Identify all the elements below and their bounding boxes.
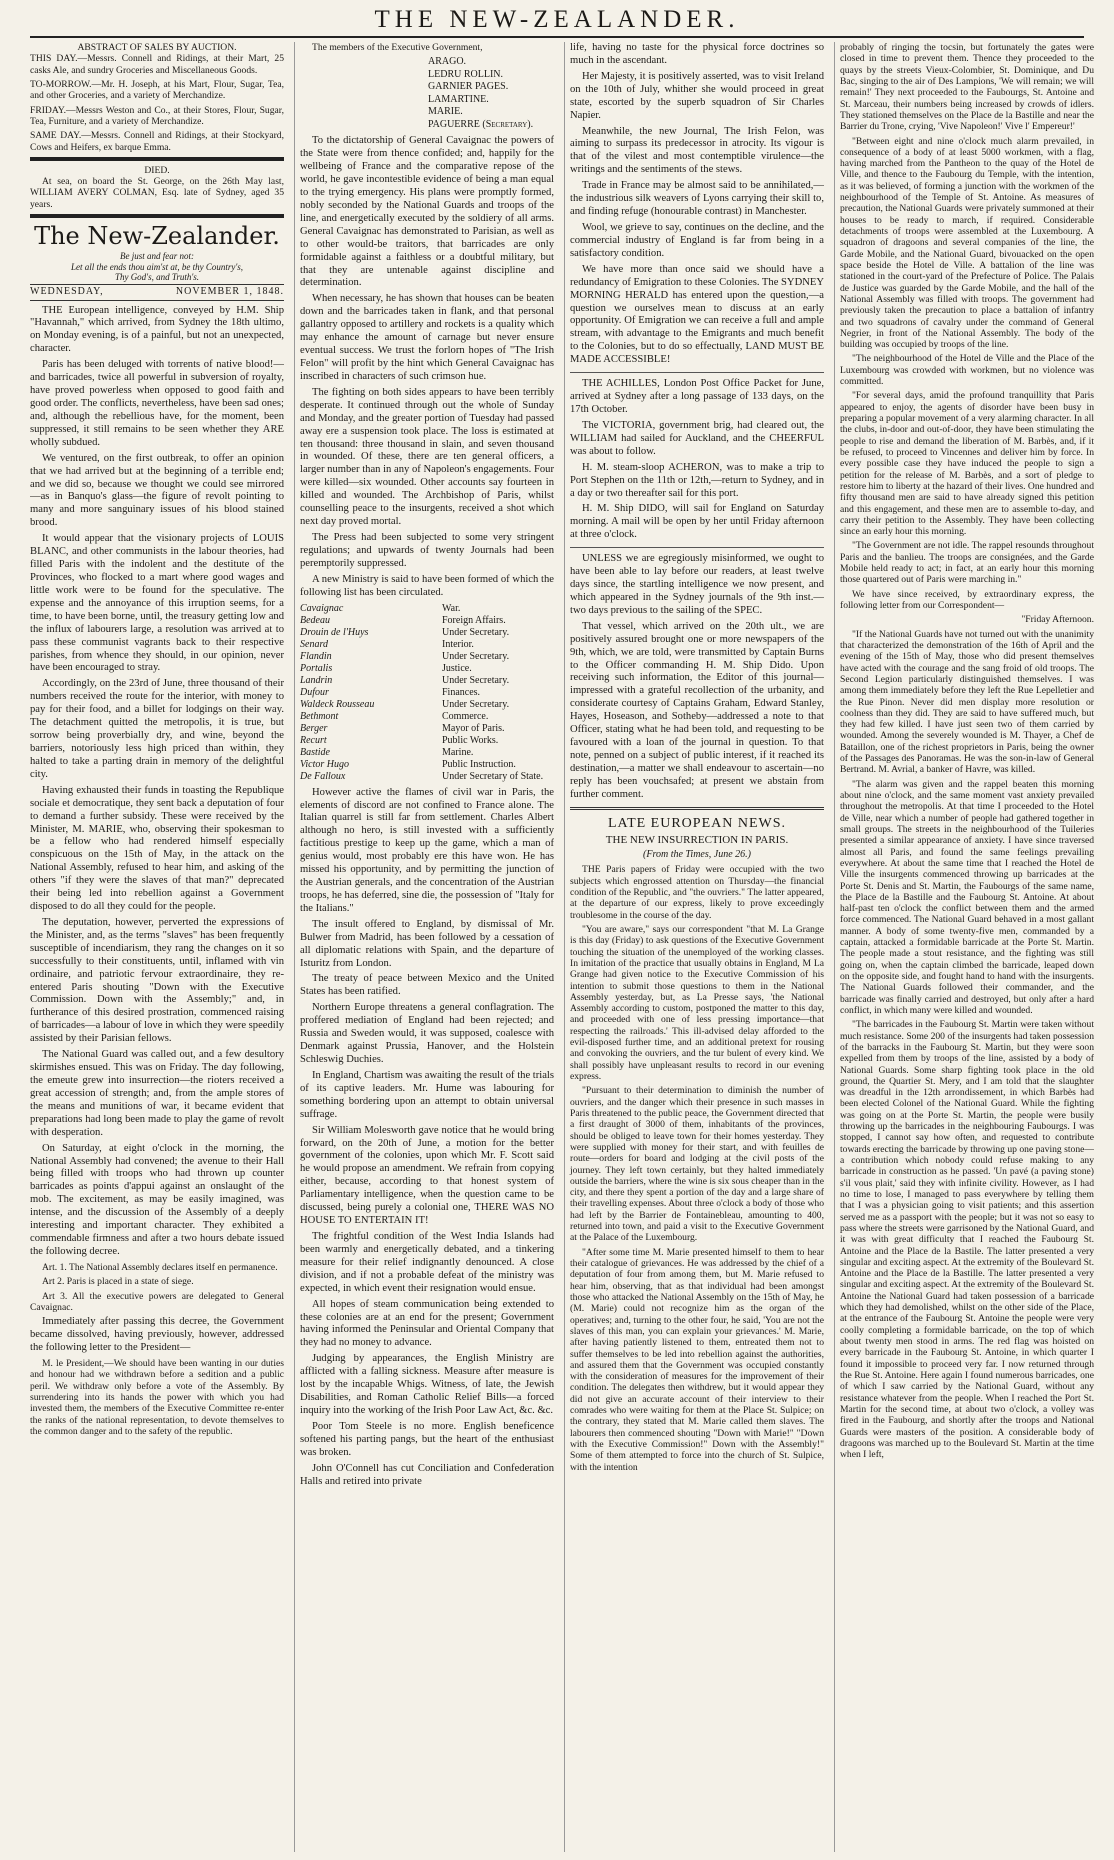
paragraph: We have since received, by extraordinary express, the following letter from our Correspondent— [840, 588, 1094, 611]
date-full: NOVEMBER 1, 1848. [175, 286, 284, 298]
paragraph: "The Government are not idle. The rappel resounds throughout Paris and the banlieu. The troops are consignées, and the Garde Mobile held ready to act; in fact, at an early hour this morning those quartered out of Paris were marching in." [840, 540, 1094, 586]
minister-name: Bedeau [300, 614, 330, 626]
letter-dateline: "Friday Afternoon. [1021, 614, 1094, 626]
sale-item: THIS DAY.—Messrs. Connell and Ridings, at their Mart, 25 casks Ale, and sundry Groceries and Miscellaneous Goods. [30, 53, 284, 76]
ministry-row [300, 699, 554, 711]
ministry-row [300, 627, 554, 639]
motto-line: Let all the ends thou aim'st at, be thy Country's, [70, 261, 244, 272]
ministry-office: Justice. [442, 662, 472, 674]
masthead: THE NEW-ZEALANDER. [374, 6, 740, 33]
ministry-row [300, 651, 554, 663]
decree-article: Art. 1. The National Assembly declares itself en permanence. [42, 1261, 278, 1273]
member-name: ARAGO. [428, 56, 467, 68]
columns [30, 42, 1094, 1852]
ministry-row [300, 603, 554, 615]
divider [30, 157, 284, 161]
minister-name: Portalis [300, 662, 333, 674]
minister-name: Recurt [300, 734, 327, 746]
masthead-rule [30, 36, 1084, 38]
member-name: PAGUERRE (Secretary). [428, 118, 534, 130]
paragraph: Poor Tom Steele is no more. English beneficence softened his parting pangs, but the heart of the enthusiast was broken. [300, 1420, 554, 1458]
paragraph: Sir William Molesworth gave notice that he would bring forward, on the 20th of June, a motion for the better government of the colonies, upon which Mr. F. Scott said he would propose an amendment. We refrain from copying either, because, according to that honest system of Parliamentary intelligence, when the question came to be discussed, being purely a colonial one, THERE WAS NO HOUSE TO ENTERTAIN IT! [300, 1124, 554, 1227]
article-source: (From the Times, June 26.) [643, 849, 751, 861]
members-list [300, 56, 554, 131]
paragraph: Judging by appearances, the English Ministry are afflicted with a falling sickness. Measure after measure is lost by the incapable Whigs. Witness, of late, the Jewish Disabilities, and Roman Catholic Relief Bills—a forced inquiry into the working of the Irish Poor Law Act, &c. &c. [300, 1353, 554, 1416]
sale-item: TO-MORROW.—Mr. H. Joseph, at his Mart, Flour, Sugar, Tea, and other Groceries, and a variety of Merchandize. [30, 78, 284, 102]
ministry-row [300, 687, 554, 699]
shipping-item: THE ACHILLES, London Post Office Packet for June, arrived at Sydney after a long passage of 133 days, on the 17th October. [570, 378, 824, 415]
shipping-item: H. M. Ship DIDO, will sail for England on Saturday morning. A mail will be open by her until Friday afternoon at three o'clock. [570, 503, 824, 541]
paragraph: "The neighbourhood of the Hotel de Ville and the Place of the Luxembourg was crowded with workmen, but no violence was committed. [840, 353, 1094, 388]
ministry-row [300, 723, 554, 735]
paragraph: THE European intelligence, conveyed by H.M. Ship "Havannah," which arrived, from Sydney the 18th ultimo, on Monday evening, is of a painful, but not an unexpected, character. [30, 304, 284, 355]
paragraph: When necessary, he has shown that houses can be beaten down and the barricades taken in flank, and that personal gallantry opposed to artillery and rockets is a quality which may enhance the amount of carnage but never ensure eventual success. We trust the forlorn hopes of "The Irish Felon" will profit by the hint which General Cavaignac has inscribed in characters of such crimson hue. [300, 293, 554, 382]
paragraph: To the dictatorship of General Cavaignac the powers of the State were from thence confided; and, happily for the wellbeing of France and the comparative repose of the world, he gave incontestible evidence of being a man equal to the trying emergency. His plans were promptly formed, nobly seconded by the National Guards and troops of the line, and energetically executed by the soldiery of all arms. General Cavaignac has demonstrated to Parisian, as well as to other would-be traitors, that barricades are only formidable against a faithless or a doubtful military, but that they are untenable against discipline and determination. [300, 135, 554, 289]
died-notice: At sea, on board the St. George, on the 26th May last, WILLIAM AVERY COLMAN, Esq. late of Sydney, aged 35 years. [30, 176, 284, 210]
paragraph: Trade in France may be almost said to be annihilated,—the industrious silk weavers of Lyons carrying their skill to, and finding refuge (honourable contrast) in Manchester. [570, 180, 824, 218]
minister-name: Bethmont [300, 710, 339, 722]
ministry-office: Mayor of Paris. [442, 722, 505, 734]
paragraph: A new Ministry is said to have been formed of which the following list has been circulated. [300, 573, 554, 598]
ministry-office: Interior. [442, 638, 474, 650]
paragraph: "After some time M. Marie presented himself to them to hear their catalogue of grievances. He was addressed by the chief of a deputation of four from among them, but M. Marie refused to hear him, observing, that as that individual had been amongst those who attacked the National Assembly on the 15th of May, he (M. Marie) could not recognize him as the organ of the operatives; and, turning to the other four, he said, 'You are not the slaves of this man, you can explain your grievances.' M. Marie, after having patiently listened to them, entreated them not to suffer themselves to be led into rebellion against the authorities, and assured them that the Government was occupied constantly with the consideration of measures for the improvement of their condition. The delegates then withdrew, but it would appear they did not give an accurate account of their interview to their comrades who were waiting for them at the Place St. Sulpice; on the contrary, they stated that M. Marie called them slaves. The labourers then commenced shouting "Down with Marie!" "Down with the Executive Commission!" Down with the Assembly!" Some of them attempted to force into the church of St. Sulpice, with the intention [570, 1246, 824, 1473]
member-name: GARNIER PAGES. [428, 81, 509, 93]
ministry-office: Under Secretary. [442, 674, 510, 686]
paragraph: Paris has been deluged with torrents of native blood!—and barricades, twice all powerful in subversion of royalty, have proved powerless when opposed to good faith and good order. The conflicts, nevertheless, have been sad ones; and, although the rebellious have, for the moment, been suppressed, it still remains to be seen whether they ARE wholly subdued. [30, 359, 284, 448]
paragraph: "For several days, amid the profound tranquillity that Paris appeared to enjoy, the agents of disorder have been busy in preparing a popular movement of a very alarming character. In all the clubs, in-door and out-of-door, they have been stimulating the people to rise and demand the liberation of M. Barbès, and, if it be refused, to proceed to Vincennes and deliver him by force. In every possible case they have induced the people to sign a petition for the release of M. Barbès, and a sort of pledge to restore him to liberty at the hazard of their lives. One hundred and fifty thousand men are said to have already signed this petition and this engagement, and these men are to assemble to-day, and carry their petition to the Assembly. They have been collecting since an early hour this morning. [840, 390, 1094, 538]
ministry-office: Under Secretary of State. [442, 770, 544, 782]
ministry-row [300, 759, 554, 771]
ministry-office: Under Secretary. [442, 626, 510, 638]
paragraph: Northern Europe threatens a general conflagration. The proffered mediation of England had been rejected; and Russia and Sweden would, it was supposed, coalesce with Denmark against Prussia, Hanover, and the Holstein Schleswig Duchies. [300, 1002, 554, 1066]
ministry-office: Under Secretary. [442, 650, 510, 662]
letter-text: M. le President,—We should have been wanting in our duties and honour had we withdrawn before a sedition and a public peril. We withdraw only before a vote of the Assembly. By surrendering into its hands the power with which you had invested them, the members of the Executive Committee re-enter the ranks of the national representation, to devote themselves to the common danger and to the safety of the republic. [30, 1357, 284, 1437]
paragraph: Having exhausted their funds in toasting the Republique sociale et democratique, they sent back a deputation of four to demand a further subsidy. These were received by the Minister, M. MARIE, who, observing their spokesman to be a fellow who had rendered himself especially conspicuous on the 15th of May, in the attack on the National Assembly, refused to hear him, and asking of the others "if they were the slaves of that man?" deprecated their being led into rebellion against a Government disposed to do all they could for the people. [30, 784, 284, 913]
minister-name: Dufour [300, 686, 329, 698]
ministry-row [300, 675, 554, 687]
paragraph: That vessel, which arrived on the 20th ult., we are positively assured brought one or more newspapers of the 9th, which, we are told, were transmitted by Captain Burns to the Officer commanding H. M. Ship Dido. Upon receiving such information, the Editor of this journal—impressed with a grateful recollection of the urbanity, and considerate courtesy of Captains Graham, Edward Stanley, Hayes, Hoseason, and Sotheby—addressed a note to that Officer, stating what he had been told, and requesting to be favoured with a loan of the journal in question. To that note, penned on a subject of public interest, if it reached its destination,—a matter we shall endeavour to ascertain—no reply has been vouchsafed; at present we abstain from further comment. [570, 620, 824, 800]
paragraph: UNLESS we are egregiously misinformed, we ought to have been able to lay before our readers, at least twelve days since, the startling intelligence we now present, and which appeared in the Sydney journals of the 9th inst.—two days previous to the sailing of the SPEC. [570, 553, 824, 616]
ministry-office: Marine. [442, 746, 474, 758]
died-heading: DIED. [144, 164, 170, 176]
minister-name: Waldeck Rousseau [300, 698, 375, 710]
shipping-item: H. M. steam-sloop ACHERON, was to make a trip to Port Stephen on the 11th or 12th,—return to Sydney, and in a day or two thereafter sail for this port. [570, 461, 824, 499]
shipping-item: The VICTORIA, government brig, had cleared out, the WILLIAM had sailed for Auckland, and the CHEERFUL was about to follow. [570, 419, 824, 457]
paragraph: All hopes of steam communication being extended to these colonies are at an end for the present; Government having informed the Peninsular and Oriental Company that they had no money to advance. [300, 1298, 554, 1349]
members-lead: The members of the Executive Government, [312, 42, 483, 53]
ministry-row [300, 771, 554, 783]
paragraph: We have more than once said we should have a redundancy of Emigration to these Colonies. The SYDNEY MORNING HERALD has entered upon the question,—a question we ourselves mean to discuss at an early opportunity. Of Emigration we can receive a full and ample stream, with advantage to the Emigrants and much benefit to the Colonies, but to do so effectually, LAND MUST BE MADE ACCESSIBLE! [570, 263, 824, 366]
ministry-office: Foreign Affairs. [442, 614, 506, 626]
member-name: LAMARTINE. [428, 93, 489, 105]
minister-name: Cavaignac [300, 602, 344, 614]
section-title: LATE EUROPEAN NEWS. [607, 815, 787, 831]
ministry-row [300, 615, 554, 627]
ministry-office: War. [442, 602, 461, 614]
editorial [30, 305, 284, 1438]
minister-name: Victor Hugo [300, 758, 349, 770]
divider [570, 807, 824, 810]
ministry-office: Commerce. [442, 710, 489, 722]
paragraph: "Between eight and nine o'clock much alarm prevailed, in consequence of a body of at least 5000 workmen, with a flag, having marched from the Pantheon to the quay of the Hotel de Ville, and thence to the Faubourg du Temple, with the intention, as it was believed, of forming a junction with the workmen of the neighbourhood of the Temple of St. Antoine. As measures of precaution, the National Guards were privately summoned at their houses to be ready to march, if required. Considerable detachments of troops were assembled at the Luxembourg. A squadron of dragoons and several companies of the line, the Garde Mobile, and the National Guard, bivouacked on the open space beside the Hotel de Ville. A battalion of the line was stationed in the court-yard of the Prefecture of Police. The Palais de Justice was guarded by the Garde Mobile, and the hall of the National Assembly was filled with troops. The government had previously taken the precaution to place a battalion of infantry and two squadrons of cavalry under the command of General Negrier, in front of the National Assembly. The body of the building was occupied by troops of the line. [840, 135, 1094, 351]
paragraph: The National Guard was called out, and a few desultory skirmishes ensued. This was on Friday. The day following, the emeute grew into insurrection—the rioters received a great accession of strength; and, from the ample stores of the means and munitions of war, it became evident that preparations had long been made to play the game of revolt with desperation. [30, 1049, 284, 1138]
column-4 [834, 42, 1094, 1852]
paragraph: THE Paris papers of Friday were occupied with the two subjects which engrossed attention on Thursday—the financial condition of the Republic, and "the ouvriers." The latter appeared, at the departure of our express, likely to prove exceedingly troublesome in the course of the day. [570, 864, 824, 921]
column-2 [294, 42, 554, 1852]
sale-item: FRIDAY.—Messrs Weston and Co., at their Stores, Flour, Sugar, Tea, Furniture, and a variety of Merchandize. [30, 104, 284, 127]
divider [570, 372, 824, 373]
motto-line: Be just and fear not: [120, 251, 194, 262]
paragraph: Meanwhile, the new Journal, The Irish Felon, was aiming to surpass its predecessor in atrocity. Its vigour is that of the vilest and most contemptible virulence—the writings and the sentiments of the stews. [570, 125, 824, 176]
ministry-row [300, 663, 554, 675]
paragraph: The frightful condition of the West India Islands had been warmly and energetically debated, and a tinkering measure for their relief indignantly denounced. A close division, and if not a probable defeat of the ministry was expected, in which event their resignation would ensue. [300, 1231, 554, 1294]
motto [30, 251, 284, 282]
minister-name: Senard [300, 638, 328, 650]
paragraph: We ventured, on the first outbreak, to offer an opinion that we had arrived but at the beginning of a terrible end; and we did so, because we thought we could see mirrored—as in Banquo's glass—the figure of revolt pointing to many and more sanguinary issues of his blood stained brood. [30, 452, 284, 529]
paragraph: "You are aware," says our correspondent "that M. La Grange is this day (Friday) to ask questions of the Executive Government touching the situation of the unemployed of the working classes. In imitation of the practice that usually obtains in England, M La Grange had given notice to the Executive Commission of his intention to submit those questions to them in the National Assembly yesterday, but, as La Presse says, 'the National Assembly according to custom, postponed the matter to this day, and proceeded with one of less pressing importance—that respecting the railroads.' This ill-advised delay afforded to the evil-disposed further time, and an additional pretext for rousing and convoking the ouvriers, and the tur bulent of every kind. We shall possibly have unpleasant results to record in our evening express. [570, 923, 824, 1082]
member-name: MARIE. [428, 106, 463, 118]
motto-line: Thy God's, and Truth's. [114, 272, 200, 283]
date-weekday: WEDNESDAY, [30, 286, 104, 298]
paragraph: "The alarm was given and the rappel beaten this morning about nine o'clock, and the same moment vast anxiety prevailed throughout the metropolis. At that time I proceeded to the Hotel de Ville, near which a number of people had gathered together in small groups. The streets in the neighbourhood of the Tuileries presented a similar appearance of anxiety. I have since traversed almost all Paris, and found the same feelings prevailing everywhere. At about the same time that I reached the Hotel de Ville the insurgents commenced throwing up barricades at the Porte St. Denis and St. Martin, the Faubourgs of the same name, the Place de la Bastille and the Faubourg St. Antoine. At about half-past ten o'clock the conflict between them and the armed force commenced. The National Guard behaved in a most gallant manner. A body of some twenty-five men, commanded by a captain, attacked a formidable barricade at the Porte St. Martin. The people made a stout resistance, and the fighting was still going on, when the captain climbed the barricade, leaped down on the opposite side, and fought hand to hand with the insurgents. The National Guards followed their commander, and the barricade was finally carried and destroyed, but only after a hard conflict, in which many were killed and wounded. [840, 778, 1094, 1016]
ministry-office: Finances. [442, 686, 481, 698]
minister-name: Bastide [300, 746, 330, 758]
paragraph: The Press had been subjected to some very stringent regulations; and upwards of twenty Journals had been peremptorily suppressed. [300, 531, 554, 569]
divider [570, 547, 824, 548]
ministry-row [300, 747, 554, 759]
minister-name: De Falloux [300, 770, 346, 782]
sales-list [30, 53, 284, 153]
paragraph: John O'Connell has cut Conciliation and Confederation Halls and retired into private [300, 1462, 554, 1487]
article-title: THE NEW INSURRECTION IN PARIS. [605, 833, 789, 846]
paper-title: The New-Zealander. [34, 222, 280, 251]
sales-heading: ABSTRACT OF SALES BY AUCTION. [77, 42, 237, 53]
paragraph: It would appear that the visionary projects of LOUIS BLANC, and other communists in the labour theories, had filled Paris with the indolent and the destitute of the Provinces, who flocked to a mart where good wages and little work were to be found for the speculative. The expense and the annoyance of this irruption seems, for a time, to have been borne, until, the treasury getting low and the influx of labourers large, a resolution was arrived at to pass these communist vagrants back to their respective parishes, from whence they should, in our opinion, never have been encouraged to stray. [30, 533, 284, 674]
paragraph: "If the National Guards have not turned out with the unanimity that characterized the demonstration of the 16th of April and the evening of the 15th of May, those who did present themselves have acted with the courage and the sang froid of old troops. The Second Legion particularly distinguished themselves. I was among them immediately before they left the Rue Lepelletier and the Rue Pinon. Never did men display more resolution or coolness than they did. They are said to have suffered much, but they had few killed. I have just seen two of them carried by wounded. Among the severely wounded is M. Thayer, a Chef de Bataillon, one of the richest proprietors in Paris, being the owner of the Passages des Panoramas. He was the son-in-law of General Bertrand. M. Avrial, a banker of Havre, was killed. [840, 628, 1094, 776]
paragraph: Her Majesty, it is positively asserted, was to visit Ireland on the 10th of July, whither she would proceed in great state, escorted by the superb squadron of Sir Charles Napier. [570, 70, 824, 121]
paragraph: On Saturday, at eight o'clock in the morning, the National Assembly had convened; the avenue to their Hall being filled with troops who had thrown up counter barricades as points d'appui against an onslaught of the mob. The excitement, as may be easily imagined, was intense, and the discussion of the Assembly of a deeply interesting and important character. They exhibited a commendable firmness and after a two hours debate issued the following decree. [30, 1142, 284, 1257]
ministry-office: Public Instruction. [442, 758, 516, 770]
paragraph: The treaty of peace between Mexico and the United States has been ratified. [300, 973, 554, 998]
paragraph: "Pursuant to their determination to diminish the number of ouvriers, and the danger which their presence in such masses in Paris threatened to the public peace, the Government directed that a first draught of 3000 of them, inhabitants of the provinces, should be obliged to leave town for their homes yesterday. They were supplied with money for their start, and with feuilles de route—orders for board and lodging at the civil posts of the journey. They left town certainly, but they halted immediately outside the barriers, where the wine is six sous cheaper than in the city, and there they spent a portion of the day and a large share of their travelling expenses. About three o'clock a body of those who had left by the Barrier de Fontainebleau, amounting to 400, returned into town, and paid a visit to the Executive Government at the Palace of the Luxembourg. [570, 1085, 824, 1244]
ministry-row [300, 639, 554, 651]
decree-article: Art 3. All the executive powers are delegated to General Cavaignac. [30, 1290, 284, 1313]
minister-name: Landrin [300, 674, 333, 686]
ministry-row [300, 735, 554, 747]
paragraph: probably of ringing the tocsin, but fortunately the gates were closed in time to prevent them. Thence they proceeded to the quays by the streets Vieux-Colombier, St. Dominique, and Du Bac, singing to the air of Des Lampions, 'We will remain; we will remain!' They next proceeded to the Faubourgs, St. Antoine and St. Marceau, their numbers being increased by crowds of idlers. They stationed themselves on the Place de la Bastille and near the Barrier du Trone, crying, 'Vive Napoleon!' Vive l' Empereur!' [840, 42, 1094, 133]
ministry-office: Public Works. [442, 734, 499, 746]
minister-name: Drouin de l'Huys [300, 626, 369, 638]
ministry-row [300, 711, 554, 723]
paragraph: The insult offered to England, by dismissal of Mr. Bulwer from Madrid, has been followed by a cessation of all diplomatic relations with Spain, and the departure of Isturitz from London. [300, 918, 554, 969]
paragraph: Wool, we grieve to say, continues on the decline, and the commercial industry of England is far from being in a satisfactory condition. [570, 221, 824, 259]
column-1 [30, 42, 284, 1852]
column-3 [564, 42, 824, 1852]
paragraph: "The barricades in the Faubourg St. Martin were taken without much resistance. Some 200 of the insurgents had taken possession of the barracks in the Faubourg St. Martin, but they were soon expelled from them by troops of the line, assisted by a body of National Guards. Some sharp fighting took place in the old ground, the Quartier St. Mery, and I am told that the slaughter was dreadful in the 12th arrondissement, in which Barbès had been elected Colonel of the National Guard. While the fighting was going on at the Porte St. Martin, the people were busily throwing up the barricades in the neighbouring Faubourgs. I was stopped, I cannot say how often, and requested to contribute towards erecting the barricade by throwing up one paving stone—a contribution which nobody could refuse making to any barricade in construction as he passed. 'Un pavé (a paving stone) s'il vous plait,' said they with infinite civility. However, as I had no time to lose, I managed to pass everywhere by telling them that I was a physician going to visit patients; and this assertion served me as a passport with the people; but it was not so easy to pass where the streets were garrisoned by the National Guard, and it was with great difficulty that I reached the Faubourg St. Antoine and the Place de la Bastile. The latter presented a very singular and exciting aspect. At the extremity of the Boulevard St. Antoine and the Place de la Bastille. The latter presented a very singular and exciting aspect. At the extremity of the Boulevard St. Antoine the National Guard had taken possession of a barricade which they had demolished, whilst on the other side of the Place, at the entrance of the Faubourg St. Antoine the people were very coolly completing a formidable barricade, on the top of which about twenty men stood in arms. The red flag was hoisted on every barricade in the Faubourg St. Antoine, in which quarter I found it impossible to proceed very far. I now returned through the Rue St. Antoine. Here again I found numerous barricades, one of which I saw carried by the National Guard, without any resistance whatever from the people. When I reached the Port St. Martin for the second time, at about two o'clock, a volley was fired in the Faubourg, and shortly after the troops and National Guards were masters of the position. A considerable body of dragoons was marched up to the Boulevard St. Martin at the time when I left, [840, 1019, 1094, 1461]
minister-name: Flandin [300, 650, 332, 662]
sale-item: SAME DAY.—Messrs. Connell and Ridings, at their Stockyard, Cows and Heifers, ex barque Emma. [30, 130, 284, 153]
paragraph: Immediately after passing this decree, the Government became dissolved, having previously, however, addressed the following letter to the President— [30, 1316, 284, 1354]
paragraph: The deputation, however, perverted the expressions of the Minister, and, as the terms "slaves" has been frequently susceptible of incendiarism, they rang the changes on it so successfully to their constituents, until, inflamed with vin ordinaire, and patriotic fervour extraordinaire, they re-entered Paris shouting "Down with the Executive Commission. Down with the Assembly;" and, in furtherance of this desired prostration, commenced raising of barricades—a labour of love in which they were speedily assisted by their Parisian fellows. [30, 916, 284, 1045]
paragraph: However active the flames of civil war in Paris, the elements of discord are not confined to France alone. The Italian quarrel is still far from settlement. Charles Albert although no hero, is still invested with a sufficiently factitious prestige to keep up the game, which a man of genius would, most probably ere this have won. He has missed his opportunity, and by permitting the junction of the Austrian generals, and the concentration of the Austrian troops, he has deferred, sine die, the possession of "Italy for the Italians." [300, 786, 554, 914]
dateline [30, 284, 284, 300]
minister-name: Berger [300, 722, 328, 734]
member-name: LEDRU ROLLIN. [428, 68, 503, 80]
paragraph: life, having no taste for the physical force doctrines so much in the ascendant. [570, 42, 824, 66]
article-body [570, 864, 824, 1473]
divider [30, 214, 284, 218]
paragraph: In England, Chartism was awaiting the result of the trials of its captive leaders. Mr. Hume was labouring for something bordering upon an attempt to obtain universal suffrage. [300, 1069, 554, 1120]
decree-article: Art 2. Paris is placed in a state of siege. [42, 1276, 194, 1288]
paragraph: Accordingly, on the 23rd of June, three thousand of their numbers received the route for the interior, with money to pay for their food, and a billet for lodgings on their way. The detachment quitted the metropolis, it is true, but sorrow being proverbially dry, and wine, beyond the barriers, notoriously less high priced than within, they halted to take a parting drain in memory of the delightful city. [30, 678, 284, 780]
paragraph: The fighting on both sides appears to have been terribly desperate. It continued through out the whole of Sunday and Monday, and the greater portion of Tuesday had passed away ere a suspension took place. The loss is estimated at ten thousand: three thousand in slain, and seven thousand in wounded. Of these, there are ten general officers, a larger number than in any of Napoleon's engagements. Four were killed—six wounded. Other accounts say fourteen in killed and wounded. The Archbishop of Paris, whilst counselling peace to the insurgents, received a shot which next day proved mortal. [300, 386, 554, 528]
ministry-office: Under Secretary. [442, 698, 510, 710]
ministry-list [300, 603, 554, 783]
